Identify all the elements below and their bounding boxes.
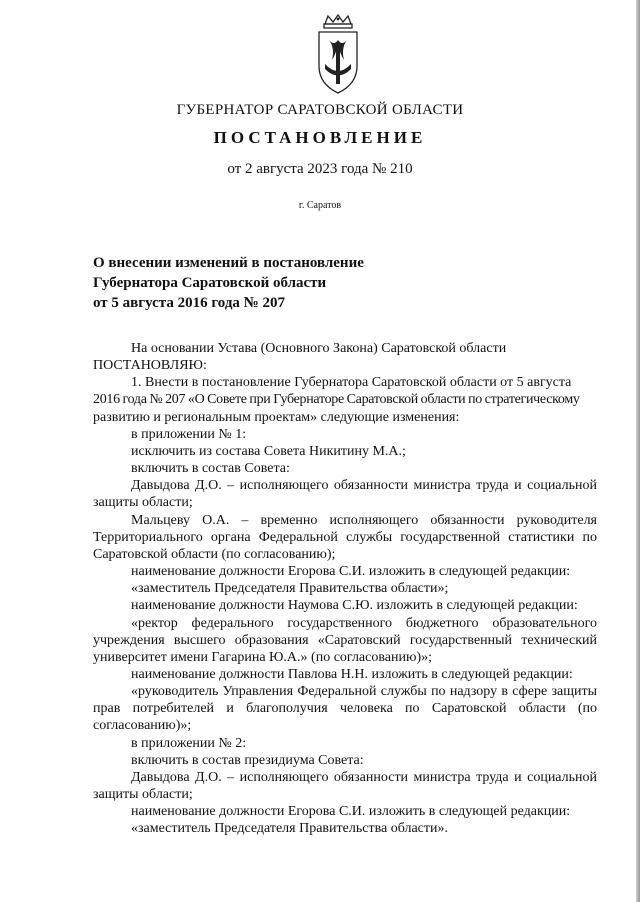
document-type-title: ПОСТАНОВЛЕНИЕ: [213, 128, 427, 147]
egorov-title-paragraph: наименование должности Егорова С.И. изложить в следующей редакции:: [131, 564, 571, 580]
city-label: г. Саратов: [298, 200, 342, 211]
include-council-paragraph: включить в состав Совета:: [131, 461, 290, 477]
appendix1-heading: в приложении № 1:: [131, 426, 247, 442]
pavlov-new-title: «руководитель Управления Федеральной службы по надзору в сфере защиты прав потребителей и благополучия человека по Саратовской области (по согласованию)»;: [93, 684, 597, 734]
davydov-paragraph: Давыдова Д.О. – исполняющего обязанности министра труда и социальной защиты области;: [93, 769, 597, 803]
document-subject: [93, 253, 413, 313]
date-and-number: от 2 августа 2023 года № 210: [227, 161, 413, 177]
egorov-new-title: «заместитель Председателя Правительства области».: [131, 821, 449, 837]
include-presidium-paragraph: включить в состав президиума Совета:: [131, 752, 364, 768]
document-body: [93, 340, 597, 838]
davydov-paragraph: Давыдова Д.О. – исполняющего обязанности министра труда и социальной защиты области;: [93, 478, 597, 511]
coat-of-arms-icon: [313, 14, 363, 96]
item1-paragraph-cont: развитию и региональным проектам» следующие изменения:: [93, 409, 460, 425]
subject-line: Губернатора Саратовской области: [93, 275, 327, 291]
subject-line: О внесении изменений в постановление: [93, 255, 364, 271]
naumov-new-title: «ректор федерального государственного бюджетного образовательного учреждения высшего образования «Саратовский государственный технический университет имени Гагарина Ю.А.» (по согласованию)»;: [93, 615, 597, 665]
pavlov-title-paragraph: наименование должности Павлова Н.Н. изложить в следующей редакции:: [131, 666, 573, 682]
decree-word: ПОСТАНОВЛЯЮ:: [93, 358, 207, 374]
issuer-heading: ГУБЕРНАТОР САРАТОВСКОЙ ОБЛАСТИ: [176, 102, 464, 118]
item1-paragraph-cont: 2016 года № 207 «О Совете при Губернаторе Саратовской области по стратегическому: [93, 392, 580, 408]
scan-page-edge: [636, 0, 640, 902]
item1-paragraph: 1. Внести в постановление Губернатора Саратовской области от 5 августа: [131, 375, 572, 391]
egorov-new-title: «заместитель Председателя Правительства области»;: [131, 581, 449, 597]
subject-line: от 5 августа 2016 года № 207: [93, 295, 285, 311]
basis-paragraph: На основании Устава (Основного Закона) Саратовской области: [131, 341, 507, 356]
appendix2-heading: в приложении № 2:: [131, 735, 247, 751]
exclude-paragraph: исключить из состава Совета Никитину М.А.;: [131, 443, 406, 459]
egorov-title-paragraph: наименование должности Егорова С.И. изложить в следующей редакции:: [131, 804, 571, 820]
naumov-title-paragraph: наименование должности Наумова С.Ю. изложить в следующей редакции:: [131, 598, 578, 614]
maltseva-paragraph: Мальцеву О.А. – временно исполняющего обязанности руководителя Территориального органа Федеральной службы государственной статистики по Саратовской области (по согласованию);: [93, 512, 597, 562]
